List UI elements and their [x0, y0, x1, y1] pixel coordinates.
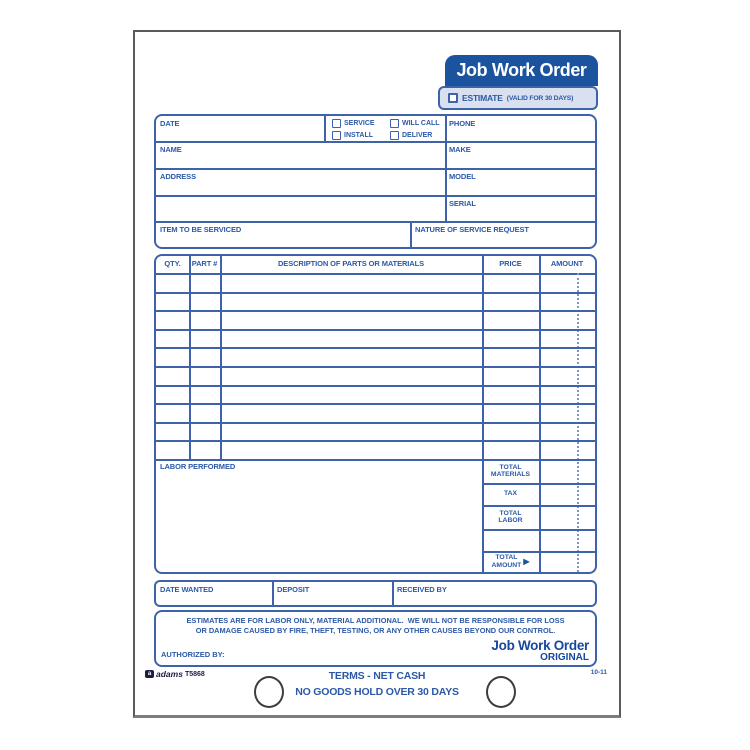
order-meta-section	[154, 580, 597, 607]
field-label-received-by: RECEIVED BY	[397, 585, 447, 594]
service-checkbox	[332, 119, 341, 128]
service-type-options	[332, 119, 375, 140]
total-materials-line1: TOTAL	[499, 463, 522, 471]
column-divider	[539, 256, 541, 572]
adams-logo-icon: a	[145, 670, 154, 678]
estimate-checkbox	[448, 93, 458, 103]
deliver-checkbox	[390, 131, 399, 140]
field-label-deposit: DEPOSIT	[277, 585, 310, 594]
punch-hole-right	[486, 676, 516, 708]
field-label-date: DATE	[160, 119, 180, 128]
divider	[156, 221, 595, 223]
divider	[324, 116, 326, 141]
divider	[392, 582, 394, 605]
divider	[156, 141, 595, 143]
total-labor-label	[482, 505, 539, 529]
table-row-line	[156, 403, 595, 405]
column-header-price: PRICE	[499, 259, 522, 268]
column-header-description: DESCRIPTION OF PARTS OR MATERIALS	[277, 259, 424, 268]
table-row-line	[156, 422, 595, 424]
estimate-validity-note: (VALID FOR 30 DAYS)	[506, 94, 574, 102]
total-labor-line1: TOTAL	[499, 509, 522, 517]
table-row-line	[156, 385, 595, 387]
total-amount-line1: TOTAL	[495, 554, 518, 561]
copy-identification	[491, 639, 589, 663]
divider	[156, 195, 595, 197]
field-label-date-wanted: DATE WANTED	[160, 585, 214, 594]
column-header-part: PART #	[191, 259, 218, 268]
option-will-call	[390, 119, 440, 128]
option-service	[332, 119, 375, 128]
form-title-banner	[445, 55, 598, 86]
table-row-line	[156, 440, 595, 442]
divider	[156, 168, 595, 170]
field-label-authorized-by: AUTHORIZED BY:	[161, 650, 225, 659]
field-label-name: NAME	[160, 145, 182, 154]
disclaimer-line1: ESTIMATES ARE FOR LABOR ONLY, MATERIAL ADDITIONAL. WE WILL NOT BE RESPONSIBLE FOR LOSS	[186, 616, 565, 625]
option-service-label: SERVICE	[344, 120, 375, 127]
delivery-options	[390, 119, 440, 140]
will-call-checkbox	[390, 119, 399, 128]
total-labor-line2: LABOR	[498, 517, 523, 524]
copy-type: ORIGINAL	[540, 652, 589, 663]
total-amount-label	[482, 551, 539, 572]
estimate-label: ESTIMATE	[462, 93, 503, 103]
disclaimer-text	[156, 616, 595, 636]
customer-info-section	[154, 114, 597, 249]
totals-divider	[482, 529, 595, 531]
punch-hole-left	[254, 676, 284, 708]
copy-title: Job Work Order	[491, 638, 589, 653]
table-row-line	[156, 329, 595, 331]
parts-table	[154, 254, 597, 574]
column-divider	[189, 256, 191, 459]
disclaimer-section	[154, 610, 597, 667]
field-label-serial: SERIAL	[449, 199, 476, 208]
terms-text	[135, 668, 619, 700]
field-label-phone: PHONE	[449, 119, 476, 128]
field-label-model: MODEL	[449, 172, 476, 181]
total-amount-arrow-icon: ▶	[523, 556, 530, 566]
tax-label	[482, 483, 539, 505]
product-code: T5868	[184, 670, 205, 678]
terms-line1: TERMS - NET CASH	[328, 670, 426, 682]
option-deliver	[390, 131, 440, 140]
total-amount-line2: AMOUNT	[491, 561, 522, 569]
column-divider	[220, 256, 222, 459]
table-row-line	[156, 366, 595, 368]
field-label-make: MAKE	[449, 145, 471, 154]
option-install	[332, 131, 375, 140]
divider	[445, 116, 447, 221]
divider	[410, 221, 412, 247]
total-materials-label	[482, 459, 539, 483]
table-row-line	[156, 310, 595, 312]
divider	[272, 582, 274, 605]
field-label-labor-performed: LABOR PERFORMED	[160, 462, 236, 471]
job-work-order-sheet	[133, 30, 621, 718]
brand-name: adams	[156, 669, 183, 679]
option-will-call-label: WILL CALL	[402, 120, 440, 127]
field-label-nature-of-service-request: NATURE OF SERVICE REQUEST	[415, 225, 529, 234]
option-install-label: INSTALL	[344, 132, 374, 139]
revision-code: 10-11	[590, 669, 607, 676]
field-label-address: ADDRESS	[160, 172, 196, 181]
field-label-item-to-be-serviced: ITEM TO BE SERVICED	[160, 225, 242, 234]
total-materials-line2: MATERIALS	[490, 471, 531, 478]
form-title: Job Work Order	[456, 60, 587, 80]
column-header-amount: AMOUNT	[550, 259, 584, 268]
column-header-qty: QTY.	[164, 259, 181, 268]
disclaimer-line2: OR DAMAGE CAUSED BY FIRE, THEFT, TESTING, OR ANY OTHER CAUSES BEYOND OUR CONTROL.	[195, 626, 556, 635]
estimate-section	[438, 86, 598, 110]
terms-line2: NO GOODS HOLD OVER 30 DAYS	[295, 686, 459, 698]
tax-line1: TAX	[503, 490, 518, 498]
option-deliver-label: DELIVER	[402, 132, 433, 139]
table-row-line	[156, 292, 595, 294]
table-row-line	[156, 347, 595, 349]
install-checkbox	[332, 131, 341, 140]
